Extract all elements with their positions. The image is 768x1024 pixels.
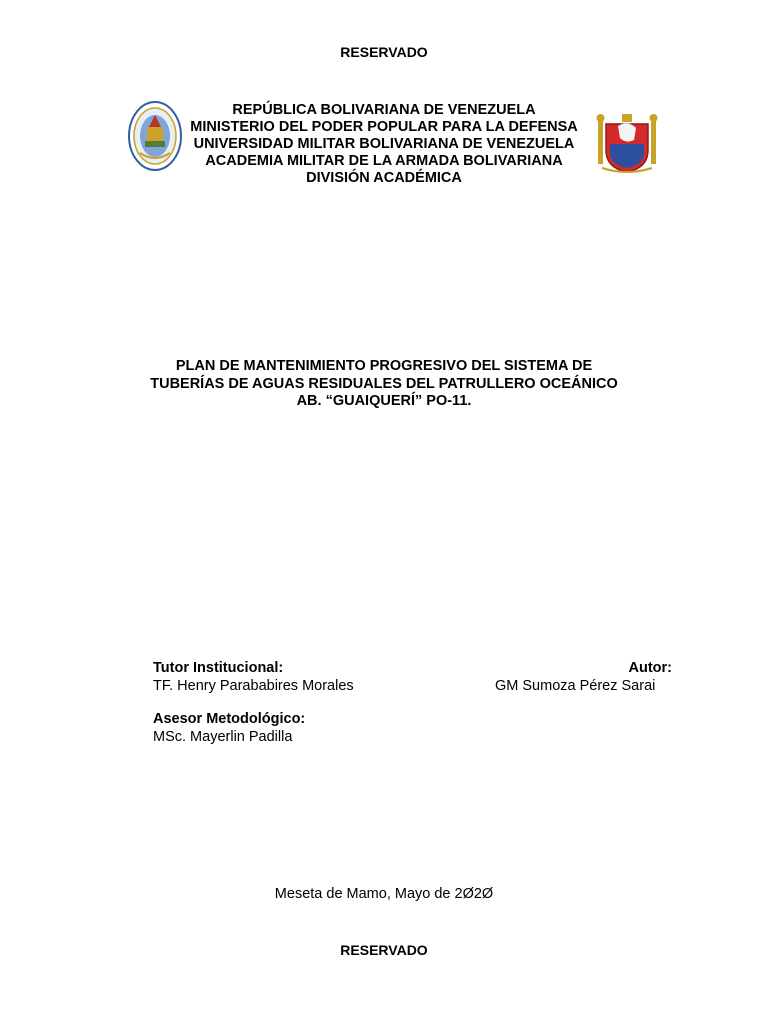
place-date: Meseta de Mamo, Mayo de 2Ø2Ø [274,886,494,902]
title-line-2: TUBERÍAS DE AGUAS RESIDUALES DEL PATRULLERO OCEÁNICO [150,375,618,392]
header-line-academy: ACADEMIA MILITAR DE LA ARMADA BOLIVARIANA [205,153,563,169]
author-name: GM Sumoza Pérez Sarai [495,678,656,694]
header-line-ministry: MINISTERIO DEL PODER POPULAR PARA LA DEFENSA [190,119,578,135]
header-line-university: UNIVERSIDAD MILITAR BOLIVARIANA DE VENEZUELA [193,136,575,152]
advisor-name: MSc. Mayerlin Padilla [153,729,293,745]
classification-bottom: RESERVADO [340,942,428,958]
title-line-3: AB. “GUAIQUERÍ” PO-11. [296,393,472,409]
document-title [0,358,768,411]
classification-top: RESERVADO [340,44,428,60]
author-label: Autor: [628,660,672,676]
title-line-1: PLAN DE MANTENIMIENTO PROGRESIVO DEL SISTEMA DE [175,358,593,374]
header-line-division: DIVISIÓN ACADÉMICA [306,170,462,186]
academy-shield-icon [596,110,658,174]
header-line-country: REPÚBLICA BOLIVARIANA DE VENEZUELA [232,102,536,118]
tutor-label: Tutor Institucional: [153,660,284,676]
tutor-name: TF. Henry Parababires Morales [153,678,354,694]
advisor-label: Asesor Metodológico: [153,711,306,727]
